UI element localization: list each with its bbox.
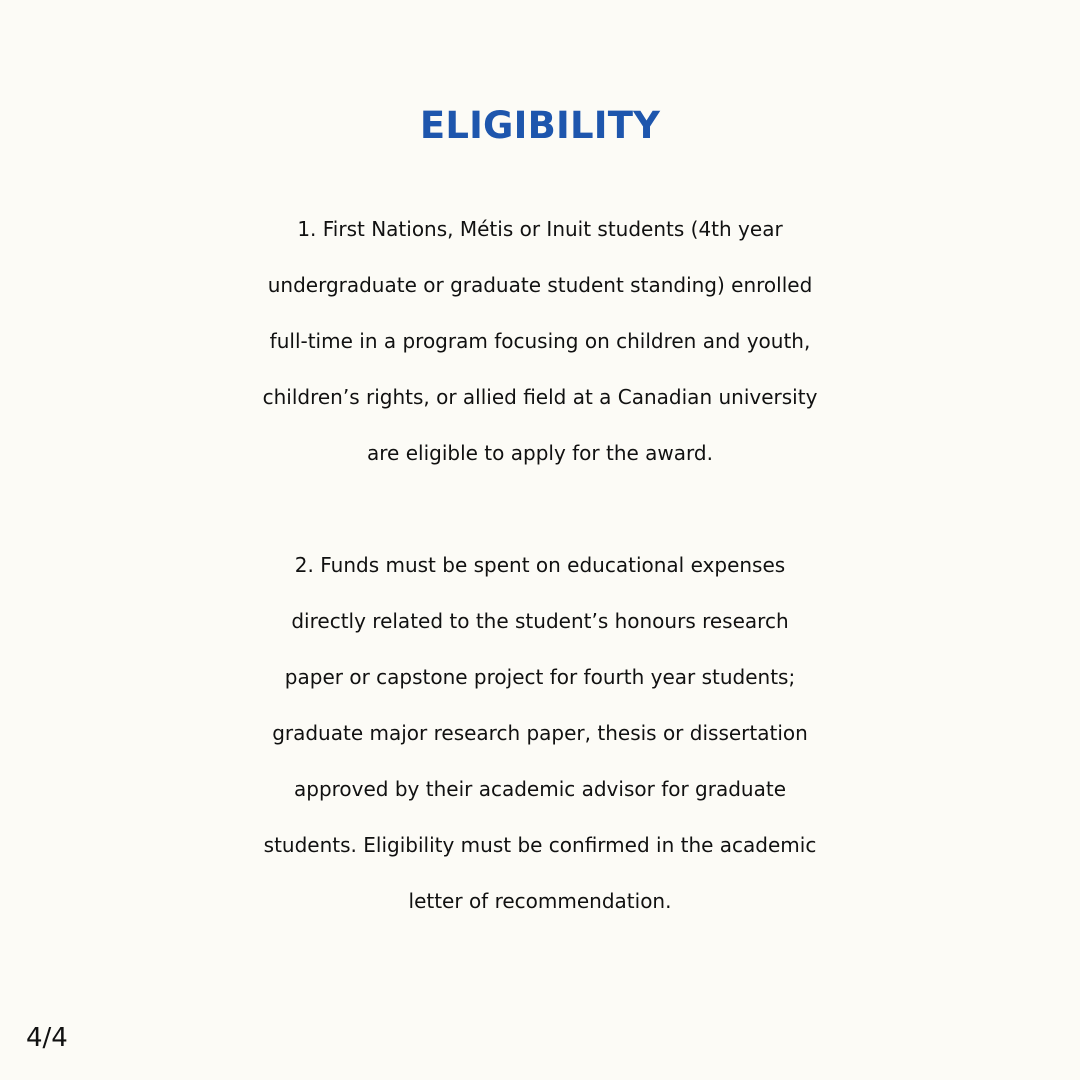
paragraph-line: letter of recommendation. — [408, 889, 672, 913]
paragraph-line: graduate major research paper, thesis or dissertation — [272, 721, 808, 745]
paragraph-line: 2. Funds must be spent on educational expenses — [294, 553, 786, 577]
paragraph-line: undergraduate or graduate student standing) enrolled — [267, 273, 813, 297]
paragraph-line: paper or capstone project for fourth year students; — [284, 665, 796, 689]
eligibility-paragraph-2 — [0, 537, 1080, 929]
paragraph-line: children’s rights, or allied field at a Canadian university — [262, 385, 818, 409]
paragraph-line: students. Eligibility must be confirmed in the academic — [263, 833, 817, 857]
paragraph-line: 1. First Nations, Métis or Inuit students (4th year — [297, 217, 783, 241]
paragraph-line: full-time in a program focusing on children and youth, — [269, 329, 811, 353]
paragraph-line: directly related to the student’s honours research — [291, 609, 789, 633]
paragraph-line: are eligible to apply for the award. — [367, 441, 713, 465]
paragraph-line: approved by their academic advisor for graduate — [294, 777, 786, 801]
page-indicator: 4/4 — [26, 1023, 68, 1053]
eligibility-paragraph-1 — [0, 201, 1080, 481]
page-title: ELIGIBILITY — [419, 104, 661, 147]
